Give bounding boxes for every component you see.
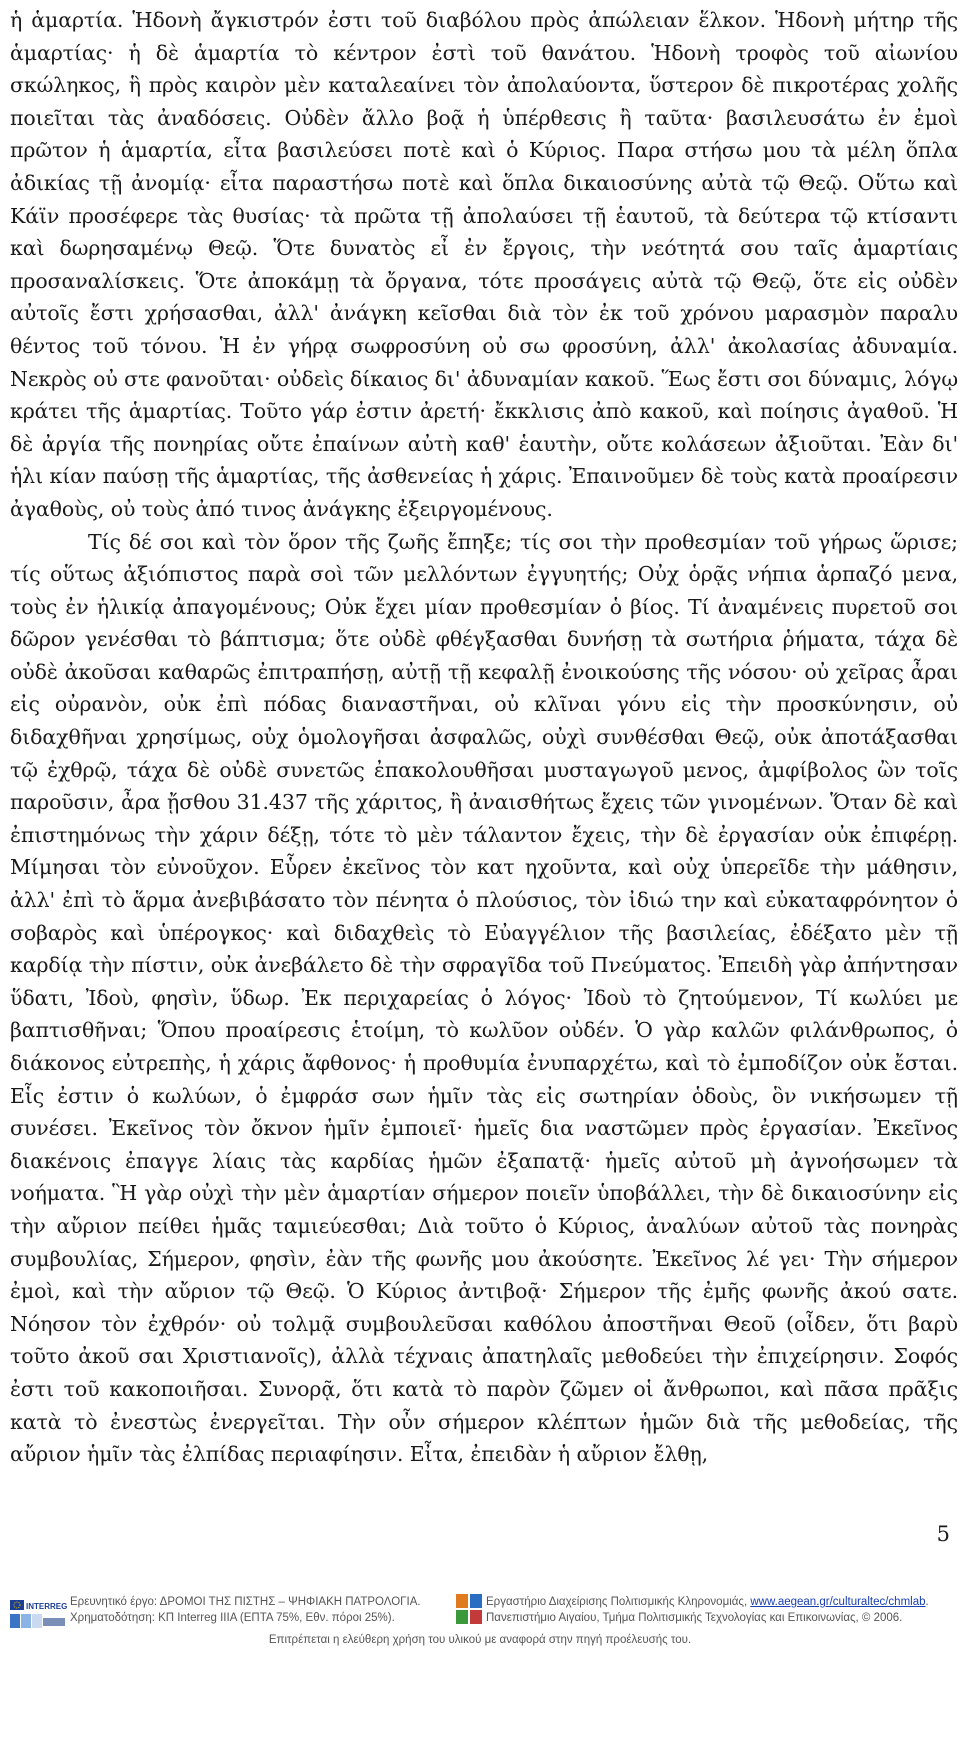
footer [0, 1590, 960, 1670]
footer-lab-link[interactable]: www.aegean.gr/culturaltec/chmlab [750, 1596, 926, 1608]
footer-left-text [70, 1594, 450, 1626]
footer-university-line: Πανεπιστήμιο Αιγαίου, Τμήμα Πολιτισμικής Τεχνολογίας και Επικοινωνίας, © 2006. [486, 1612, 903, 1624]
footer-right-text [486, 1594, 956, 1626]
document-body [10, 4, 958, 1471]
footer-project-line: Ερευνητικό έργο: ΔΡΟΜΟΙ ΤΗΣ ΠΙΣΤΗΣ – ΨΗΦΙΑΚΗ ΠΑΤΡΟΛΟΓΙΑ. [70, 1596, 421, 1608]
page-number: 5 [936, 1522, 950, 1546]
footer-license-line: Επιτρέπεται η ελεύθερη χρήση του υλικού με αναφορά στην πηγή προέλευσής του. [268, 1634, 692, 1646]
paragraph-2: Τίς δέ σοι καὶ τὸν ὅρον τῆς ζωῆς ἔπηξε; τίς σοι τὴν προθεσμίαν τοῦ γήρως ὥρισε; τίς οὕτως ἀξιόπιστος παρὰ σοὶ τῶν μελλόντων ἐγγυητής; Οὐχ ὁρᾷς νήπια ἁρπαζό μενα, τοὺς ἐν ἡλικίᾳ ἀπαγομένους; Οὐκ ἔχει μίαν προθεσμίαν ὁ βίος. Τί ἀναμένεις πυρετοῦ σοι δῶρον γενέσθαι τὸ βάπτισμα; ὅτε οὐδὲ φθέγξασθαι δυνήσῃ τὰ σωτήρια ῥήματα, τάχα δὲ οὐδὲ ἀκοῦσαι καθαρῶς ἐπιτραπήσῃ, αὐτῇ τῇ κεφαλῇ ἐνοικούσης τῆς νόσου· οὐ χεῖρας ἆραι εἰς οὐρανὸν, οὐκ ἐπὶ πόδας διαναστῆναι, οὐ κλῖναι γόνυ εἰς τὴν προσκύνησιν, οὐ διδαχθῆναι χρησίμως, οὐχ ὁμολογῆσαι ἀσφαλῶς, οὐχὶ συνθέσθαι Θεῷ, οὐκ ἀποτάξασθαι τῷ ἐχθρῷ, τάχα δὲ οὐδὲ συνετῶς ἐπακολουθῆσαι μυσταγωγοῦ μενος, ἀμφίβολος ὢν τοῖς παροῦσιν, ἆρα ᾔσθου 31.437 τῆς χάριτος, ἢ ἀναισθήτως ἔχεις τῶν γινομένων. Ὅταν δὲ καὶ ἐπιστημόνως τὴν χάριν δέξῃ, τότε τὸ μὲν τάλαντον ἔχεις, τὴν δὲ ἐργασίαν οὐκ ἐπιφέρῃ. Μίμησαι τὸν εὐνοῦχον. Εὗρεν ἐκεῖνος τὸν κατ ηχοῦντα, καὶ οὐχ ὑπερεῖδε τὴν μάθησιν, ἀλλ' ἐπὶ τὸ ἅρμα ἀνεβιβάσατο τὸν πένητα ὁ πλούσιος, τὸν ἰδιώ την καὶ εὐκαταφρόνητον ὁ σοβαρὸς καὶ ὑπέρογκος· καὶ διδαχθεὶς τὸ Εὐαγγέλιον τῆς βασιλείας, ἐδέξατο μὲν τῇ καρδίᾳ τὴν πίστιν, οὐκ ἀνεβάλετο δὲ τὴν σφραγῖδα τοῦ Πνεύματος. Ἐπειδὴ γὰρ ἀπήντησαν ὕδατι, Ἰδοὺ, φησὶν, ὕδωρ. Ἐκ περιχαρείας ὁ λόγος· Ἰδοὺ τὸ ζητούμενον, Τί κωλύει με βαπτισθῆναι; Ὅπου προαίρεσις ἑτοίμη, τὸ κωλῦον οὐδέν. Ὁ γὰρ καλῶν φιλάνθρωπος, ὁ διάκονος εὐτρεπὴς, ἡ χάρις ἄφθονος· ἡ προθυμία ἐνυπαρχέτω, καὶ τὸ ἐμποδίζον οὐκ ἔσται. Εἷς ἐστιν ὁ κωλύων, ὁ ἐμφράσ σων ἡμῖν τὰς εἰς σωτηρίαν ὁδοὺς, ὃν νικήσωμεν τῇ συνέσει. Ἐκεῖνος τὸν ὄκνον ἡμῖν ἐμποιεῖ· ἡμεῖς δια ναστῶμεν πρὸς ἐργασίαν. Ἐκεῖνος διακένοις ἐπαγγε λίαις τὰς καρδίας ἡμῶν ἐξαπατᾷ· ἡμεῖς αὐτοῦ μὴ ἀγνοήσωμεν τὰ νοήματα. Ἣ γὰρ οὐχὶ τὴν μὲν ἁμαρτίαν σήμερον ποιεῖν ὑποβάλλει, τὴν δὲ δικαιοσύνην εἰς τὴν αὔριον πείθει ἡμᾶς ταμιεύεσθαι; Διὰ τοῦτο ὁ Κύριος, ἀναλύων αὐτοῦ τὰς πονηρὰς συμβουλίας, Σήμερον, φησὶν, ἐὰν τῆς φωνῆς μου ἀκούσητε. Ἐκεῖνος λέ γει· Τὴν σήμερον ἐμοὶ, καὶ τὴν αὔριον τῷ Θεῷ. Ὁ Κύριος ἀντιβοᾷ· Σήμερον τῆς ἐμῆς φωνῆς ἀκού σατε. Νόησον τὸν ἐχθρόν· οὐ τολμᾷ συμβουλεῦσαι καθόλου ἀποστῆναι Θεοῦ (οἶδεν, ὅτι βαρὺ τοῦτο ἀκοῦ σαι Χριστιανοῖς), ἀλλὰ τέχναις ἀπατηλαῖς μεθοδεύει τὴν ἐπιχείρησιν. Σοφός ἐστι τοῦ κακοποιῆσαι. Συνορᾷ, ὅτι κατὰ τὸ παρὸν ζῶμεν οἱ ἄνθρωποι, καὶ πᾶσα πρᾶξις κατὰ τὸ ἐνεστὼς ἐνεργεῖται. Τὴν οὖν σήμερον κλέπτων ἡμῶν διὰ τῆς μεθοδείας, τῆς αὔριον ἡμῖν τὰς ἐλπίδας περιαφίησιν. Εἶτα, ἐπειδὰν ἡ αὔριον ἔλθῃ, [10, 529, 958, 1467]
paragraph-1: ἡ ἁμαρτία. Ἡδονὴ ἄγκιστρόν ἐστι τοῦ διαβόλου πρὸς ἀπώλειαν ἕλκον. Ἡδονὴ μήτηρ τῆς ἁμαρτίας· ἡ δὲ ἁμαρτία τὸ κέντρον ἐστὶ τοῦ θανάτου. Ἡδονὴ τροφὸς τοῦ αἰωνίου σκώληκος, ἣ πρὸς καιρὸν μὲν καταλεαίνει τὸν ἀπολαύοντα, ὕστερον δὲ πικροτέρας χολῆς ποιεῖται τὰς ἀναδόσεις. Οὐδὲν ἄλλο βοᾷ ἡ ὑπέρθεσις ἢ ταῦτα· βασιλευσάτω ἐν ἐμοὶ πρῶτον ἡ ἁμαρτία, εἶτα βασιλεύσει ποτὲ καὶ ὁ Κύριος. Παρα στήσω μου τὰ μέλη ὅπλα ἀδικίας τῇ ἀνομίᾳ· εἶτα παραστήσω ποτὲ καὶ ὅπλα δικαιοσύνης αὐτὰ τῷ Θεῷ. Οὕτω καὶ Κάϊν προσέφερε τὰς θυσίας· τὰ πρῶτα τῇ ἀπολαύσει τῇ ἑαυτοῦ, τὰ δεύτερα τῷ κτίσαντι καὶ δωρησαμένῳ Θεῷ. Ὅτε δυνατὸς εἶ ἐν ἔργοις, τὴν νεότητά σου ταῖς ἁμαρτίαις προσαναλίσκεις. Ὅτε ἀποκάμῃ τὰ ὄργανα, τότε προσάγεις αὐτὰ τῷ Θεῷ, ὅτε εἰς οὐδὲν αὐτοῖς ἔστι χρήσασθαι, ἀλλ' ἀνάγκη κεῖσθαι διὰ τὸν ἐκ τοῦ χρόνου μαρασμὸν παραλυ θέντος τοῦ τόνου. Ἡ ἐν γήρᾳ σωφροσύνη οὐ σω φροσύνη, ἀλλ' ἀκολασίας ἀδυναμία. Νεκρὸς οὐ στε φανοῦται· οὐδεὶς δίκαιος δι' ἀδυναμίαν κακοῦ. Ἕως ἔστι σοι δύναμις, λόγῳ κράτει τῆς ἁμαρτίας. Τοῦτο γάρ ἐστιν ἀρετή· ἔκκλισις ἀπὸ κακοῦ, καὶ ποίησις ἀγαθοῦ. Ἡ δὲ ἀργία τῆς πονηρίας οὔτε ἐπαίνων αὐτὴ καθ' ἑαυτὴν, οὔτε κολάσεων ἀξιοῦται. Ἐὰν δι' ἡλι κίαν παύσῃ τῆς ἁμαρτίας, τῆς ἀσθενείας ἡ χάρις. Ἐπαινοῦμεν δὲ τοὺς κατὰ προαίρεσιν ἀγαθοὺς, οὐ τοὺς ἀπό τινος ἀνάγκης ἐξειργομένους. [10, 8, 958, 521]
footer-lab-line [486, 1594, 956, 1610]
footer-lab-period: . [925, 1596, 929, 1608]
footer-funding-line: Χρηματοδότηση: ΚΠ Interreg IIIA (ΕΠΤΑ 75%, Εθν. πόροι 25%). [70, 1612, 395, 1624]
footer-lab-name: Εργαστήριο Διαχείρισης Πολιτισμικής Κληρονομιάς, [486, 1596, 751, 1608]
interreg-logo-icon [8, 1596, 68, 1632]
logo-left-text: INTERREG [26, 1602, 68, 1611]
university-logo-icon [456, 1594, 482, 1626]
